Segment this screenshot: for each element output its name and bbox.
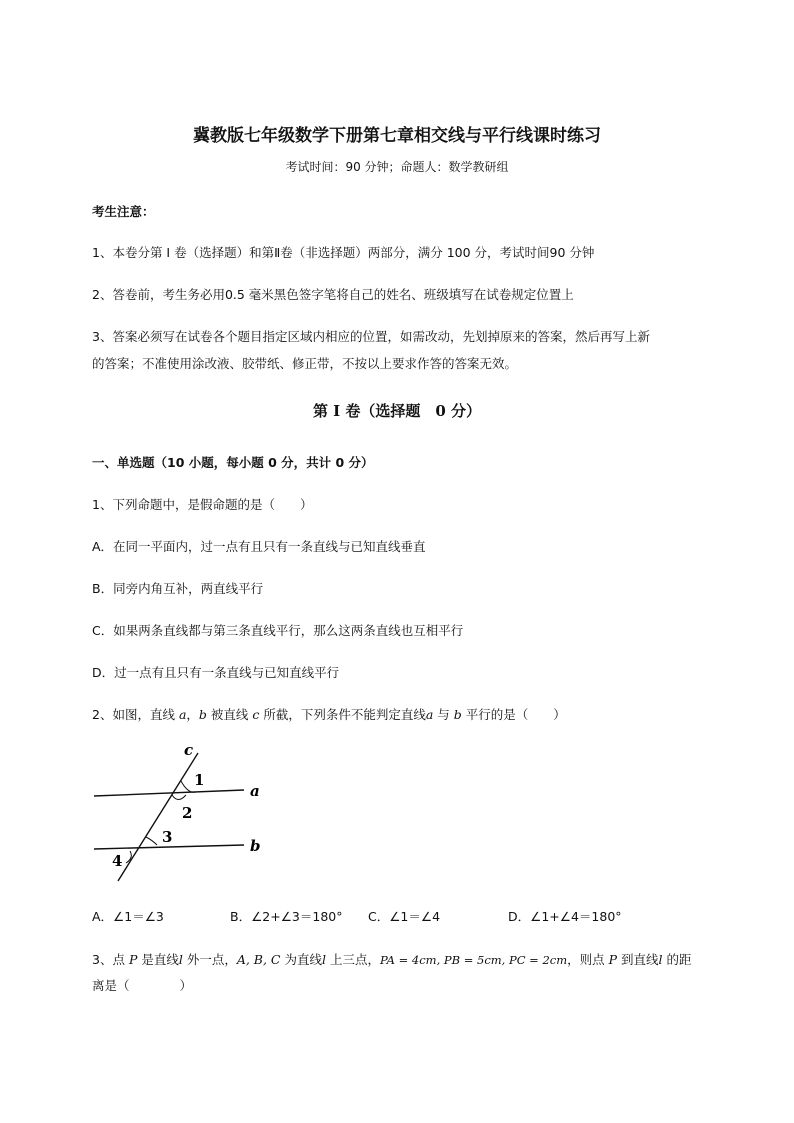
- question-1-option-b: B．同旁内角互补，两直线平行: [92, 581, 264, 596]
- question-1-stem: 1、下列命题中，是假命题的是（ ）: [92, 497, 313, 512]
- question-1-option-d: D．过一点有且只有一条直线与已知直线平行: [92, 665, 340, 680]
- exam-info: 考试时间：90 分钟；命题人：数学教研组: [285, 160, 509, 174]
- notice-item-2: 2、答卷前，考生务必用0.5 毫米黑色签字笔将自己的姓名、班级填写在试卷规定位置上: [92, 287, 574, 302]
- transversal-figure: [88, 738, 278, 888]
- question-3-stem: 3、点 P 是直线l 外一点，A, B, C 为直线l 上三点，PA = 4cm, PB = 5cm, PC = 2cm，则点 P 到直线l 的距: [92, 952, 692, 967]
- angle-2-arc: [172, 795, 186, 800]
- question-1-option-a: A．在同一平面内，过一点有且只有一条直线与已知直线垂直: [92, 539, 426, 554]
- part-heading: 一、单选题（10 小题，每小题 0 分，共计 0 分）: [92, 455, 374, 470]
- section-title: 第 I 卷（选择题 0 分）: [312, 402, 482, 420]
- notice-item-3-cont: 的答案；不准使用涂改液、胶带纸、修正带，不按以上要求作答的答案无效。: [92, 356, 518, 371]
- question-2-option-d: D．∠1+∠4＝180°: [508, 909, 622, 924]
- label-c: c: [184, 741, 194, 759]
- question-2-option-c: C．∠1＝∠4: [368, 909, 441, 924]
- question-1-option-c: C．如果两条直线都与第三条直线平行，那么这两条直线也互相平行: [92, 623, 464, 638]
- question-2-option-a: A．∠1＝∠3: [92, 909, 164, 924]
- label-a: a: [250, 782, 260, 800]
- angle-3-arc: [146, 837, 157, 845]
- question-2-option-b: B．∠2+∠3＝180°: [230, 909, 343, 924]
- label-angle-4: 4: [112, 852, 123, 870]
- label-b: b: [250, 837, 261, 855]
- notice-item-3: 3、答案必须写在试卷各个题目指定区域内相应的位置，如需改动，先划掉原来的答案，然后再写上新: [92, 329, 650, 344]
- notice-item-1: 1、本卷分第 I 卷（选择题）和第Ⅱ卷（非选择题）两部分，满分 100 分，考试时间90 分钟: [92, 245, 595, 260]
- label-angle-3: 3: [162, 828, 173, 846]
- document-title: 冀教版七年级数学下册第七章相交线与平行线课时练习: [193, 126, 601, 146]
- line-a: [94, 790, 244, 796]
- question-3-stem-cont: 离是（ ）: [92, 978, 193, 993]
- question-2-stem: 2、如图，直线 a，b 被直线 c 所截，下列条件不能判定直线a 与 b 平行的是（ ）: [92, 707, 566, 722]
- label-angle-2: 2: [182, 804, 193, 822]
- label-angle-1: 1: [194, 771, 205, 789]
- notice-heading: 考生注意：: [92, 204, 155, 219]
